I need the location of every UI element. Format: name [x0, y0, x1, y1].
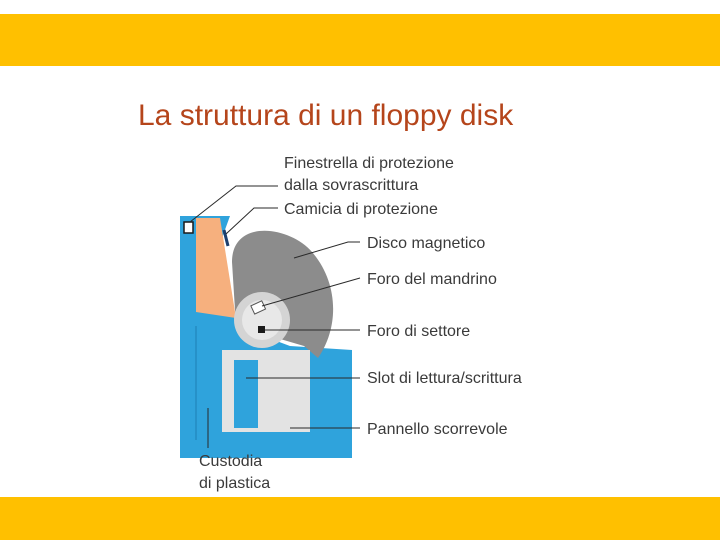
label-spindle-hole: Foro del mandrino: [367, 271, 497, 288]
rw-slot: [234, 360, 258, 428]
label-write-protect-2: dalla sovrascrittura: [284, 177, 419, 194]
label-case-2: di plastica: [199, 475, 271, 492]
slide-title: La struttura di un floppy disk: [138, 99, 514, 132]
label-liner: Camicia di protezione: [284, 201, 438, 218]
sector-hole: [258, 326, 265, 333]
label-shutter: Pannello scorrevole: [367, 421, 508, 438]
label-case-1: Custodia: [199, 453, 263, 470]
leader-liner: [226, 208, 278, 234]
protective-liner: [196, 218, 236, 318]
label-magnetic-disk: Disco magnetico: [367, 235, 486, 252]
write-protect-window: [184, 222, 193, 233]
label-write-protect-1: Finestrella di protezione: [284, 155, 454, 172]
label-rw-slot: Slot di lettura/scrittura: [367, 370, 522, 387]
label-sector-hole: Foro di settore: [367, 323, 471, 340]
